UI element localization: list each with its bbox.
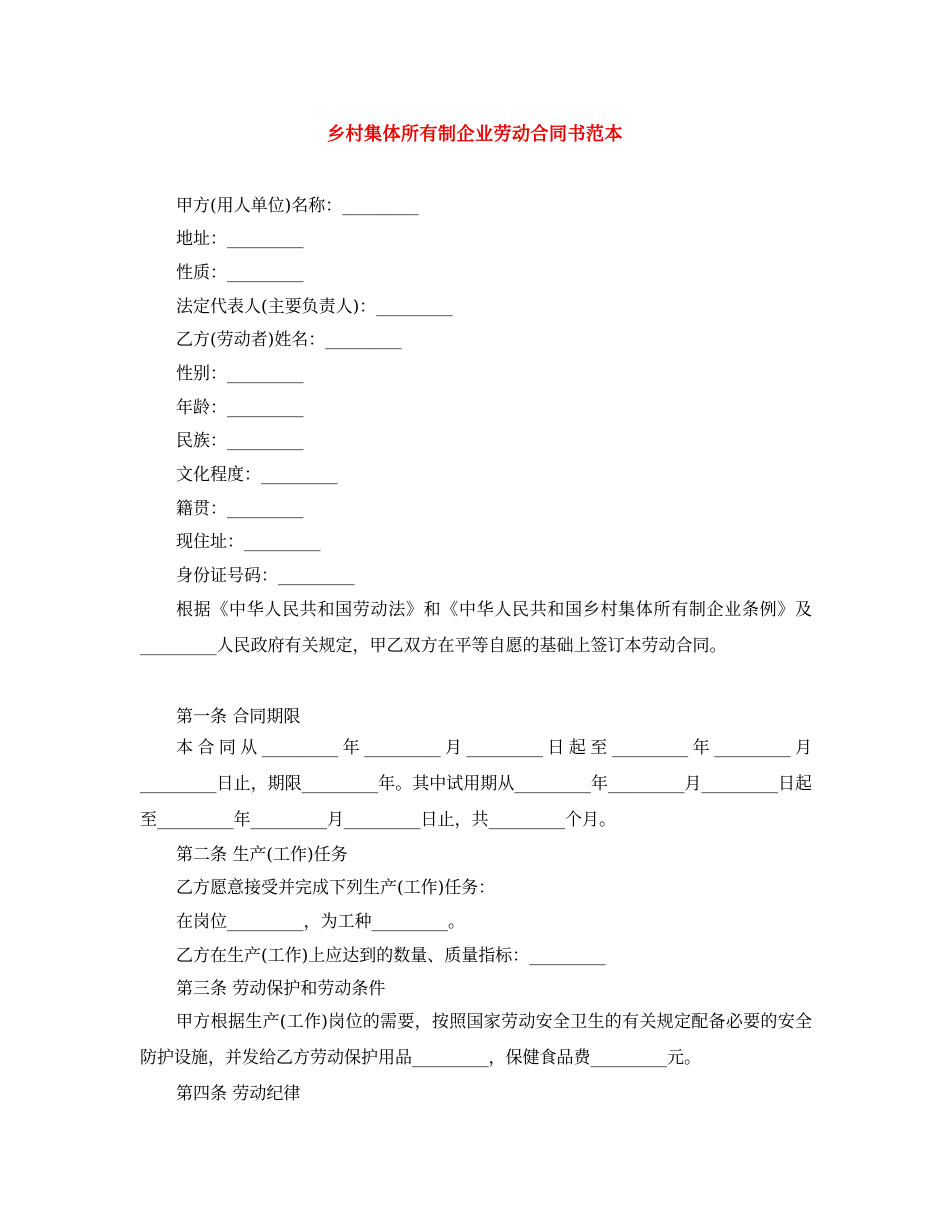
article-3-heading: 第三条 劳动保护和劳动条件 xyxy=(176,979,386,999)
article-2-line-1: 乙方愿意接受并完成下列生产(工作)任务： xyxy=(176,878,496,898)
field-gender: 性别：_________ xyxy=(176,364,304,384)
field-education: 文化程度：_________ xyxy=(176,465,338,485)
intro-paragraph: 根据《中华人民共和国劳动法》和《中华人民共和国乡村集体所有制企业条例》及_________人民政府有关规定，甲乙双方在平等自愿的基础上签订本劳动合同。 xyxy=(140,600,812,656)
field-nature: 性质：_________ xyxy=(176,263,304,283)
article-4-heading: 第四条 劳动纪律 xyxy=(176,1084,301,1104)
field-address: 地址：_________ xyxy=(176,229,304,249)
article-2-heading: 第二条 生产(工作)任务 xyxy=(176,845,348,865)
field-legal-representative: 法定代表人(主要负责人)：_________ xyxy=(176,297,453,317)
field-employee-name: 乙方(劳动者)姓名：_________ xyxy=(176,330,402,350)
field-current-address: 现住址：_________ xyxy=(176,532,321,552)
article-1-heading: 第一条 合同期限 xyxy=(176,707,301,727)
field-id-number: 身份证号码：_________ xyxy=(176,566,355,586)
article-3-paragraph: 甲方根据生产(工作)岗位的需要，按照国家劳动安全卫生的有关规定配备必要的安全防护设施，并发给乙方劳动保护用品_________，保健食品费_________元。 xyxy=(140,1012,812,1068)
field-ethnicity: 民族：_________ xyxy=(176,431,304,451)
article-1-paragraph: 本合同从_________年_________月_________日起至_________年_________月_________日止，期限_________年。其中试用期从_________年_________月_________日起至_________年_________月_________日止，共_________个月。 xyxy=(140,738,812,830)
field-employer-name: 甲方(用人单位)名称：_________ xyxy=(176,196,419,216)
field-native-place: 籍贯：_________ xyxy=(176,499,304,519)
document-title: 乡村集体所有制企业劳动合同书范本 xyxy=(327,124,623,145)
article-2-line-2: 在岗位_________，为工种_________。 xyxy=(176,912,465,932)
field-age: 年龄：_________ xyxy=(176,398,304,418)
article-2-line-3: 乙方在生产(工作)上应达到的数量、质量指标：_________ xyxy=(176,946,606,966)
